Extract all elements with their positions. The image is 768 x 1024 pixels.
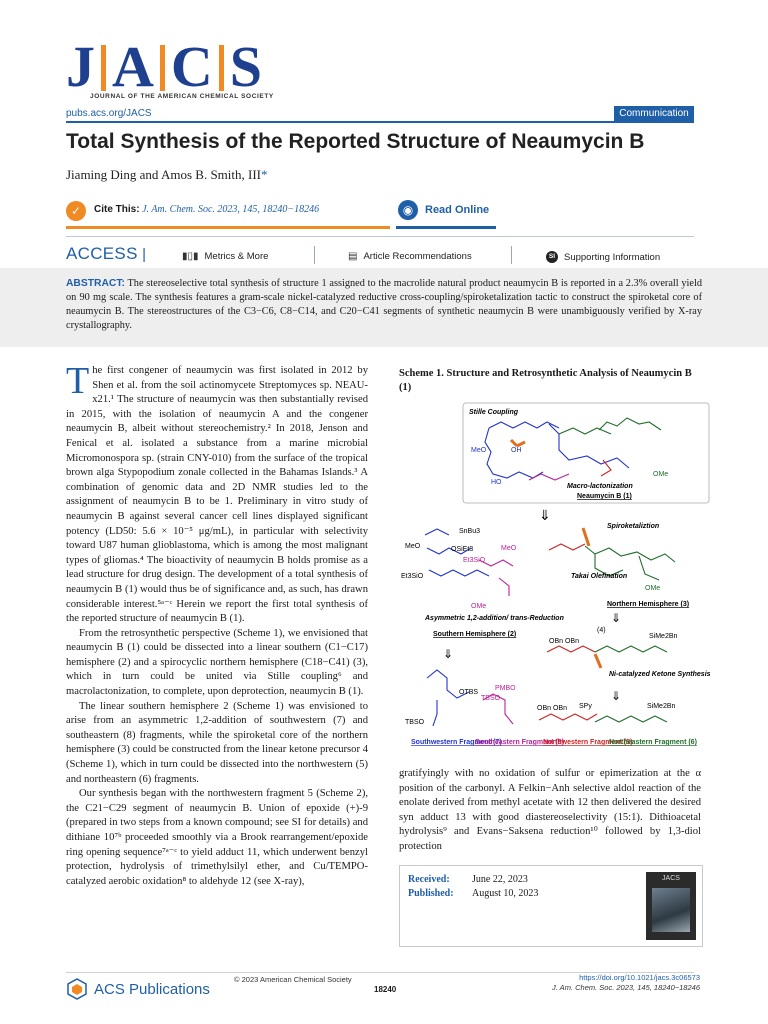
body-right-column (399, 767, 701, 855)
label-obn: OBn OBn (549, 638, 579, 645)
scheme-caption: Scheme 1. Structure and Retrosynthetic Analysis of Neaumycin B (1) (399, 368, 692, 393)
metrics-label: Metrics & More (204, 251, 269, 262)
label-ho: HO (491, 479, 502, 486)
label-ome: OMe (653, 471, 669, 478)
label-meo: MeO (471, 447, 487, 454)
cite-text (94, 204, 319, 215)
label-neaumycin: Neaumycin B (1) (577, 493, 632, 500)
header-rule (66, 121, 694, 123)
label-otbs: OTBS (459, 689, 479, 696)
site-url-link[interactable]: pubs.acs.org/JACS (66, 108, 152, 119)
paragraph-text: he first congener of neaumycin was first isolated in 2012 by Shen et al. from the soil actinomycete Streptomyces sp. NEAU-x21.¹ The structure of neaumycin was then substantially revised in 2015, with the isolation of neaumycin A and the congener neaumycin B, albeit without stereochemistry.² In 2018, Jenson and Fenical et al. isolated a substance from a marine microbial Micromonospora sp. (strain CNY-010) from the surface of the tropical brown alga Stypopodium zonale collected in the Bahamas Islands.³ A combination of genomic data and 2D NMR studies led to the assignment of neaumycin B to be 1. Preliminary in vitro study of neaumycin B against several cancer cell lines displayed significant potency (LD50: 5.6 × 10⁻⁵ μg/mL), in particular with selectivity toward U87 human glioblastoma, which is among the most malignant types of gliomas.⁴ The bioactivity of neaumycin B holds promise as a lead structure for drug design. The development of a total synthesis of neaumycin B (1) would thus be of significance and, as such, has drawn considerable interest.⁵ᵃ⁻ᶜ Herein we report the first total synthesis of the reported structure of neaumycin B (1). (66, 365, 368, 625)
label-ome-3: OMe (645, 585, 661, 592)
label-spy: SPy (579, 703, 592, 710)
journal-name: JOURNAL OF THE AMERICAN CHEMICAL SOCIETY (90, 93, 274, 100)
label-snbu3: SnBu3 (459, 528, 481, 535)
recommendations-label: Article Recommendations (363, 251, 472, 262)
label-asym: Asymmetric 1,2-addition/ trans-Reduction (425, 615, 564, 622)
paragraph: From the retrosynthetic perspective (Scheme 1), we envisioned that neaumycin B (1) could be dissected into a linear southern (C1−C17) hemisphere (2) and a spirocyclic northern hemisphere (C18−C41) (3), which in turn could be united via Stille coupling⁶ and macrolactonization, to complete, upon deprotection, neaumycin B (1). (66, 627, 368, 698)
abstract (66, 277, 702, 333)
logo-letter: A (112, 34, 154, 99)
label-ome-2: OMe (471, 603, 487, 610)
paragraph (66, 360, 368, 627)
logo-letter: C (170, 34, 213, 99)
label-et3sio: Et3SiO (401, 573, 424, 580)
published-row (408, 888, 538, 899)
corresponding-author-mark[interactable]: * (261, 167, 268, 182)
body-left-column (66, 360, 368, 889)
document-icon: ▤ (348, 251, 358, 262)
label-tbso: TBSO (405, 719, 425, 726)
article-title: Total Synthesis of the Reported Structure of Neaumycin B (66, 130, 645, 153)
access-label: ACCESS | (66, 244, 147, 263)
bar-chart-icon: ▮▯▮ (182, 251, 199, 262)
scheme-svg (399, 400, 711, 760)
authors-text[interactable]: Jiaming Ding and Amos B. Smith, III (66, 167, 261, 182)
acs-hexagon-icon (66, 978, 88, 1000)
label-meo-2: MeO (405, 543, 421, 550)
access-text: ACCESS (66, 244, 138, 263)
journal-ref-text: J. Am. Chem. Soc. 2023, 145, 18240−18246 (552, 983, 700, 992)
cite-underline (66, 226, 390, 229)
received-date: June 22, 2023 (472, 874, 528, 885)
cite-reference-link[interactable]: J. Am. Chem. Soc. 2023, 145, 18240−18246 (142, 204, 320, 215)
label-macro: Macro-lactonization (567, 483, 633, 490)
si-icon: SI (546, 251, 558, 263)
journal-reference (540, 983, 700, 992)
acs-publications-logo[interactable] (66, 978, 210, 1000)
label-se: Southeastern Fragment (8) (475, 739, 565, 746)
page-number: 18240 (374, 985, 397, 994)
doi-link[interactable]: https://doi.org/10.1021/jacs.3c06573 (579, 973, 700, 982)
label-sime2bn-2: SiMe2Bn (647, 703, 676, 710)
published-label: Published: (408, 888, 454, 899)
logo-divider (101, 45, 106, 91)
logo-letter: J (66, 34, 95, 99)
label-pmbo: PMBO (495, 685, 516, 692)
label-ne: Northeastern Fragment (6) (609, 739, 697, 746)
label-meo-3: MeO (501, 545, 517, 552)
label-sime2bn: SiMe2Bn (649, 633, 678, 640)
retro-arrow-icon: ⇓ (611, 611, 622, 625)
paragraph: gratifyingly with no oxidation of sulfur or epimerization at the α position of the carbonyl. A Felkin−Anh selective aldol reaction of the enolate derived from methyl acetate with 12 then delivered the desired syn adduct 13 with good diastereoselectivity (15:1). Dithioacetal hydrolysis⁹ and Evans−Saksena reduction¹⁰ followed by 1,3-diol protection (399, 768, 701, 852)
label-stille: Stille Coupling (469, 409, 518, 416)
cite-label: Cite This: (94, 204, 140, 215)
nav-separator (314, 246, 315, 264)
publisher-name: ACS Publications (94, 980, 210, 998)
label-spiro: Spiroketaliztion (607, 523, 660, 530)
nav-separator (511, 246, 512, 264)
label-et3sio-2: Et3SiO (463, 557, 486, 564)
author-list (66, 167, 268, 183)
label-nicat: Ni-catalyzed Ketone Synthesis (609, 671, 711, 678)
published-date: August 10, 2023 (472, 888, 539, 899)
cite-this[interactable] (66, 199, 386, 227)
label-obn-2: OBn OBn (537, 705, 567, 712)
label-osiet3: OSiEt3 (451, 546, 474, 553)
retro-arrow-icon: ⇓ (539, 509, 551, 524)
label-takai: Takai Olefination (571, 573, 628, 580)
label-oh: OH (511, 447, 522, 454)
access-bar-rule (66, 236, 694, 237)
retro-arrow-icon: ⇓ (443, 647, 454, 661)
read-online-underline (396, 226, 496, 229)
dates-box (399, 865, 703, 947)
supporting-label: Supporting Information (564, 251, 661, 263)
label-compound4: (4) (597, 627, 606, 634)
label-tbso-2: TBSO (481, 695, 501, 702)
received-row (408, 874, 528, 885)
paragraph: The linear southern hemisphere 2 (Scheme 1) was envisioned to arise from an asymmetric 1,2-addition of southwestern (7) and southeastern (8) fragments, while the spiroketal core of the northern hemisphere (3) could be constructed from the linear ketone precursor 4 (Scheme 1), which in turn could be dissected into the northwestern (5) and northeastern (6) fragments. (66, 700, 368, 785)
globe-icon: ◉ (398, 200, 418, 220)
label-northern: Northern Hemisphere (3) (607, 601, 690, 608)
paragraph: Our synthesis began with the northwestern fragment 5 (Scheme 2), the C21−C29 segment of neaumycin B. Union of epoxide (+)-9 (prepared in two steps from a known compound; see SI for details) and dithiane 10⁷ᵇ proceeded smoothly via a Brook rearrangement/epoxide ring opening sequence⁷ᵃ⁻ᶜ to yield adduct 11, which underwent benzyl protection, hydrolysis of trimethylsilyl ether, and Cu/TEMPO-catalyzed aerobic oxidation⁸ to aldehyde 12 (see X-ray), (66, 788, 368, 887)
read-online-link[interactable]: Read Online (425, 204, 490, 216)
recommendations-link[interactable] (348, 251, 472, 262)
metrics-link[interactable] (182, 251, 268, 262)
retro-arrow-icon: ⇓ (611, 689, 622, 703)
label-southern: Southern Hemisphere (2) (433, 631, 517, 638)
copyright: © 2023 American Chemical Society (234, 975, 352, 984)
check-icon: ✓ (66, 201, 86, 221)
logo-divider (160, 45, 165, 91)
cover-title: JACS (662, 875, 680, 882)
label-sw: Southwestern Fragment (7) (411, 739, 502, 746)
logo-divider (219, 45, 224, 91)
supporting-info-link[interactable] (546, 251, 660, 263)
dropcap: T (66, 360, 90, 402)
cover-image (652, 888, 690, 932)
received-label: Received: (408, 874, 450, 885)
article-type-badge: Communication (614, 106, 694, 122)
abstract-label: ABSTRACT: (66, 278, 125, 289)
journal-cover-thumbnail[interactable] (646, 872, 696, 940)
abstract-text: The stereoselective total synthesis of structure 1 assigned to the macrolide natural product neaumycin B is reported in a 2.3% overall yield on 90 mg scale. The synthesis features a gram-scale nickel-catalyzed reductive cross-coupling/spiroketalization tactic to construct the spiroketal core of neaumycin B. The stereostructures of the C3−C6, C8−C14, and C20−C41 segments of synthetic neaumycin B were unambiguously verified by X-ray crystallography. (66, 278, 702, 331)
label-nw: Northwestern Fragment (5) (543, 739, 633, 746)
scheme-figure[interactable] (399, 400, 711, 760)
logo-letter: S (229, 34, 263, 99)
